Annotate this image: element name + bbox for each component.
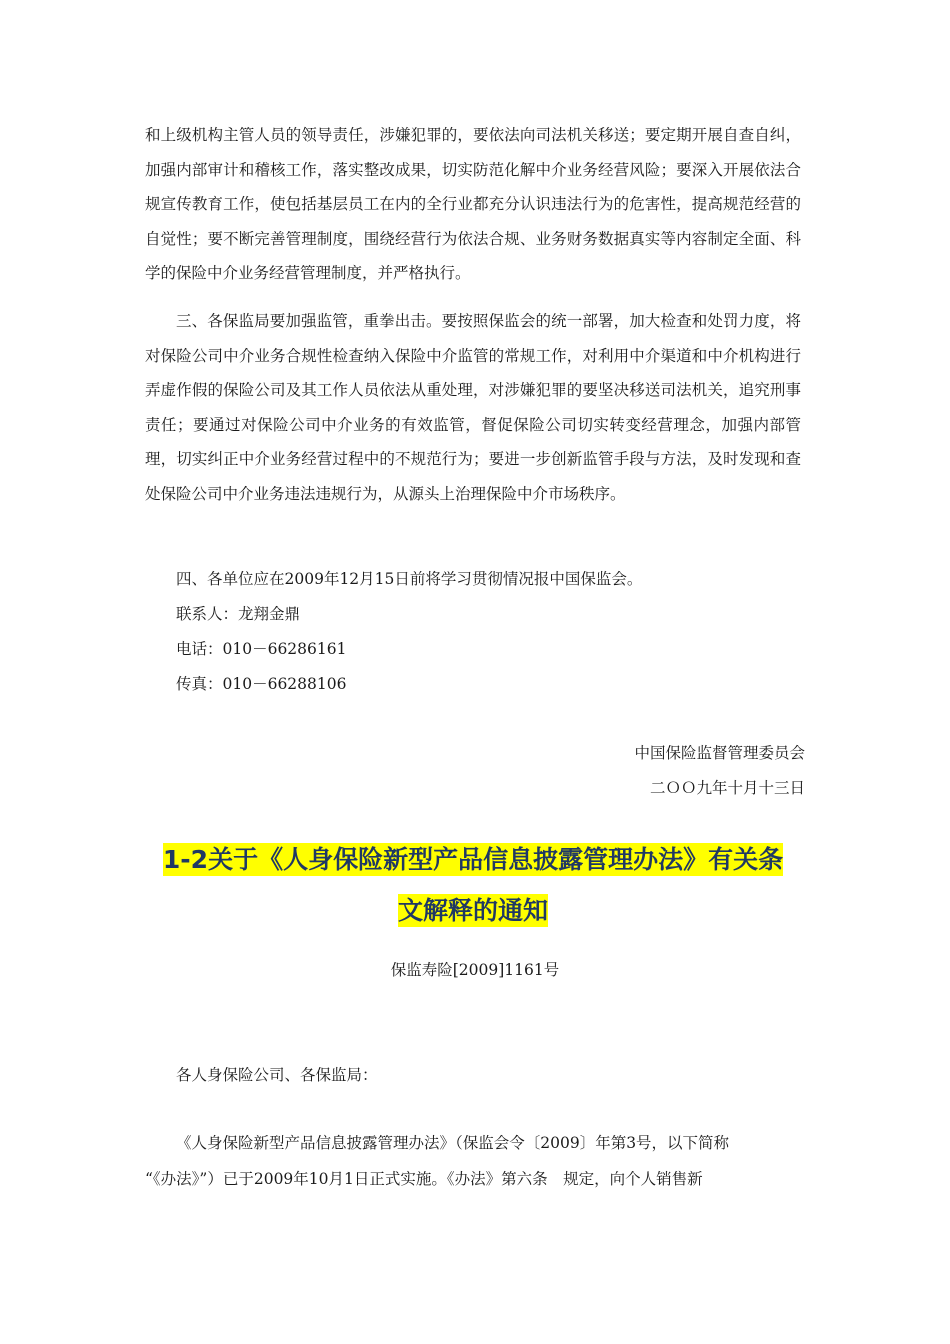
section-title-line-1 xyxy=(145,835,801,885)
section-title-text: 关于《人身保险新型产品信息披露管理办法》有关条 xyxy=(208,845,784,874)
body-line-1: 《人身保险新型产品信息披露管理办法》（保监会令〔2009〕年第3号，以下简称 xyxy=(176,1134,730,1152)
contact-fax: 传真：010－66288106 xyxy=(176,675,347,693)
contact-person: 联系人：龙翔金鼎 xyxy=(176,605,301,623)
document-number: 保监寿险[2009]1161号 xyxy=(390,961,560,979)
section-number: 1-2 xyxy=(162,845,209,874)
contact-phone: 电话：010－66286161 xyxy=(176,640,347,658)
section-title-text-2: 文解释的通知 xyxy=(397,896,548,925)
paragraph-item-four: 四、各单位应在2009年12月15日前将学习贯彻情况报中国保监会。 xyxy=(176,570,643,588)
signature-date: 二ＯＯ九年十月十三日 xyxy=(649,779,805,797)
salutation: 各人身保险公司、各保监局： xyxy=(176,1066,378,1084)
paragraph-item-three: 三、各保监局要加强监管，重拳出击。要按照保监会的统一部署，加大检查和处罚力度，将对保险公司中介业务合规性检查纳入保险中介监管的常规工作，对利用中介渠道和中介机构进行弄虚作假的保险公司及其工作人员依法从重处理，对涉嫌犯罪的要坚决移送司法机关，追究刑事责任；要通过对保险公司中介业务的有效监管，督促保险公司切实转变经营理念，加强内部管理，切实纠正中介业务经营过程中的不规范行为；要进一步创新监管手段与方法，及时发现和查处保险公司中介业务违法违规行为，从源头上治理保险中介市场秩序。 xyxy=(145,312,801,503)
paragraph-responsibility: 和上级机构主管人员的领导责任，涉嫌犯罪的，要依法向司法机关移送；要定期开展自查自纠，加强内部审计和稽核工作，落实整改成果，切实防范化解中介业务经营风险；要深入开展依法合规宣传教育工作，使包括基层员工在内的全行业都充分认识违法行为的危害性，提高规范经营的自觉性；要不断完善管理制度，围绕经营行为依法合规、业务财务数据真实等内容制定全面、科学的保险中介业务经营管理制度，并严格执行。 xyxy=(145,126,801,283)
body-line-2: “《办法》”）已于2009年10月1日正式实施。《办法》第六条 规定，向个人销售新 xyxy=(145,1170,703,1188)
signature-org: 中国保险监督管理委员会 xyxy=(634,744,805,762)
section-title-line-2 xyxy=(145,886,801,936)
